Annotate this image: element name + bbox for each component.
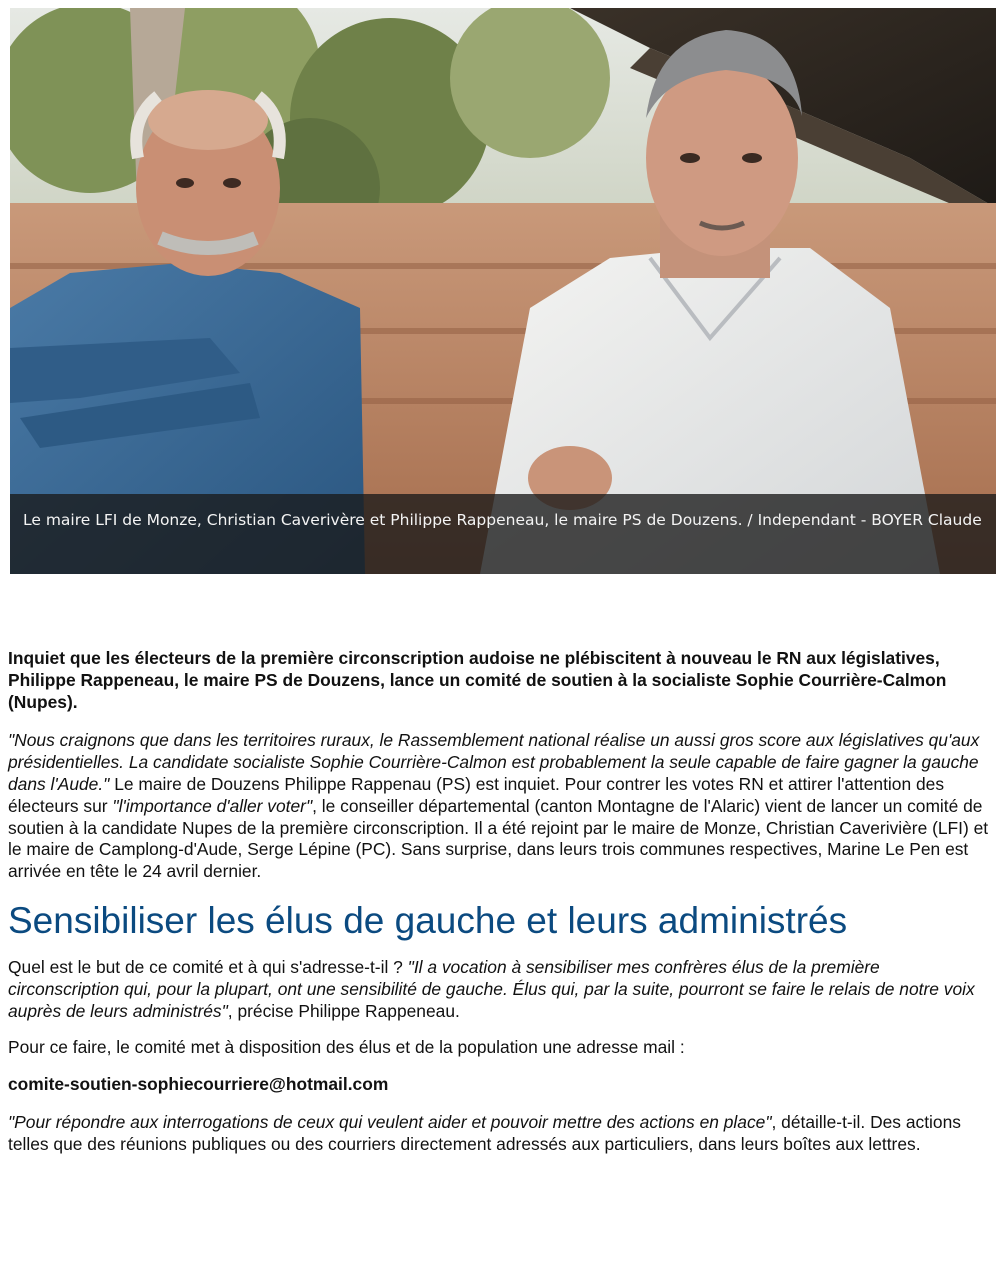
quote-vocation: "Il a vocation à sensibiliser mes confrères élus de la première circonscription qui, pour la plupart, ont une sensibilité de gauche. Élus qui, par la suite, pourront se faire le relais de notre voix auprès de leurs administrés"	[8, 956, 975, 1021]
photo-caption: Le maire LFI de Monze, Christian Caverivère et Philippe Rappeneau, le maire PS de Douzens. / Independant - BOYER Claude	[10, 494, 996, 574]
section-heading: Sensibiliser les élus de gauche et leurs administrés	[8, 899, 848, 941]
paragraph-2	[8, 957, 992, 1022]
quote-repondre: "Pour répondre aux interrogations de ceux qui veulent aider et pouvoir mettre des actions en place"	[8, 1111, 772, 1132]
paragraph-1-text-1: Le maire de Douzens Philippe Rappenau (PS) est inquiet. Pour contrer les votes RN et attirer l'attention des électeurs sur	[8, 773, 945, 816]
photo-two-mayors-illustration	[10, 8, 996, 574]
contact-email[interactable]: comite-soutien-sophiecourriere@hotmail.com	[8, 1074, 389, 1095]
paragraph-3: Pour ce faire, le comité met à disposition des élus et de la population une adresse mail :	[8, 1037, 685, 1058]
paragraph-1-text-2: , le conseiller départemental (canton Montagne de l'Alaric) vient de lancer un comité de soutien à la candidate Nupes de la première circonscription. Il a été rejoint par le maire de Monze, Christian Caverivière (LFI) et le maire de Camplong-d'Aude, Serge Lépine (PC). Sans surprise, dans leurs trois communes respectives, Marine Le Pen est arrivée en tête le 24 avril dernier.	[8, 795, 989, 882]
paragraph-2-text-2: , précise Philippe Rappeneau.	[227, 1000, 460, 1021]
article-photo	[10, 8, 996, 574]
article-lead: Inquiet que les électeurs de la première circonscription audoise ne plébiscitent à nouveau le RN aux législatives, Philippe Rappeneau, le maire PS de Douzens, lance un comité de soutien à la socialiste Sophie Courrière-Calmon (Nupes).	[8, 648, 947, 712]
paragraph-1	[8, 730, 992, 883]
article-body	[8, 648, 992, 1171]
quote-importance-voter: "l'importance d'aller voter"	[112, 795, 313, 816]
paragraph-2-text-1: Quel est le but de ce comité et à qui s'adresse-t-il ?	[8, 956, 408, 977]
paragraph-4	[8, 1112, 992, 1156]
paragraph-4-text: , détaille-t-il. Des actions telles que des réunions publiques ou des courriers directement adressés aux particuliers, dans leurs boîtes aux lettres.	[8, 1111, 961, 1154]
quote-rn-fear: "Nous craignons que dans les territoires ruraux, le Rassemblement national réalise un aussi gros score aux législatives qu'aux présidentielles. La candidate socialiste Sophie Courrière-Calmon est probablement la seule capable de faire gagner la gauche dans l'Aude."	[8, 730, 980, 794]
